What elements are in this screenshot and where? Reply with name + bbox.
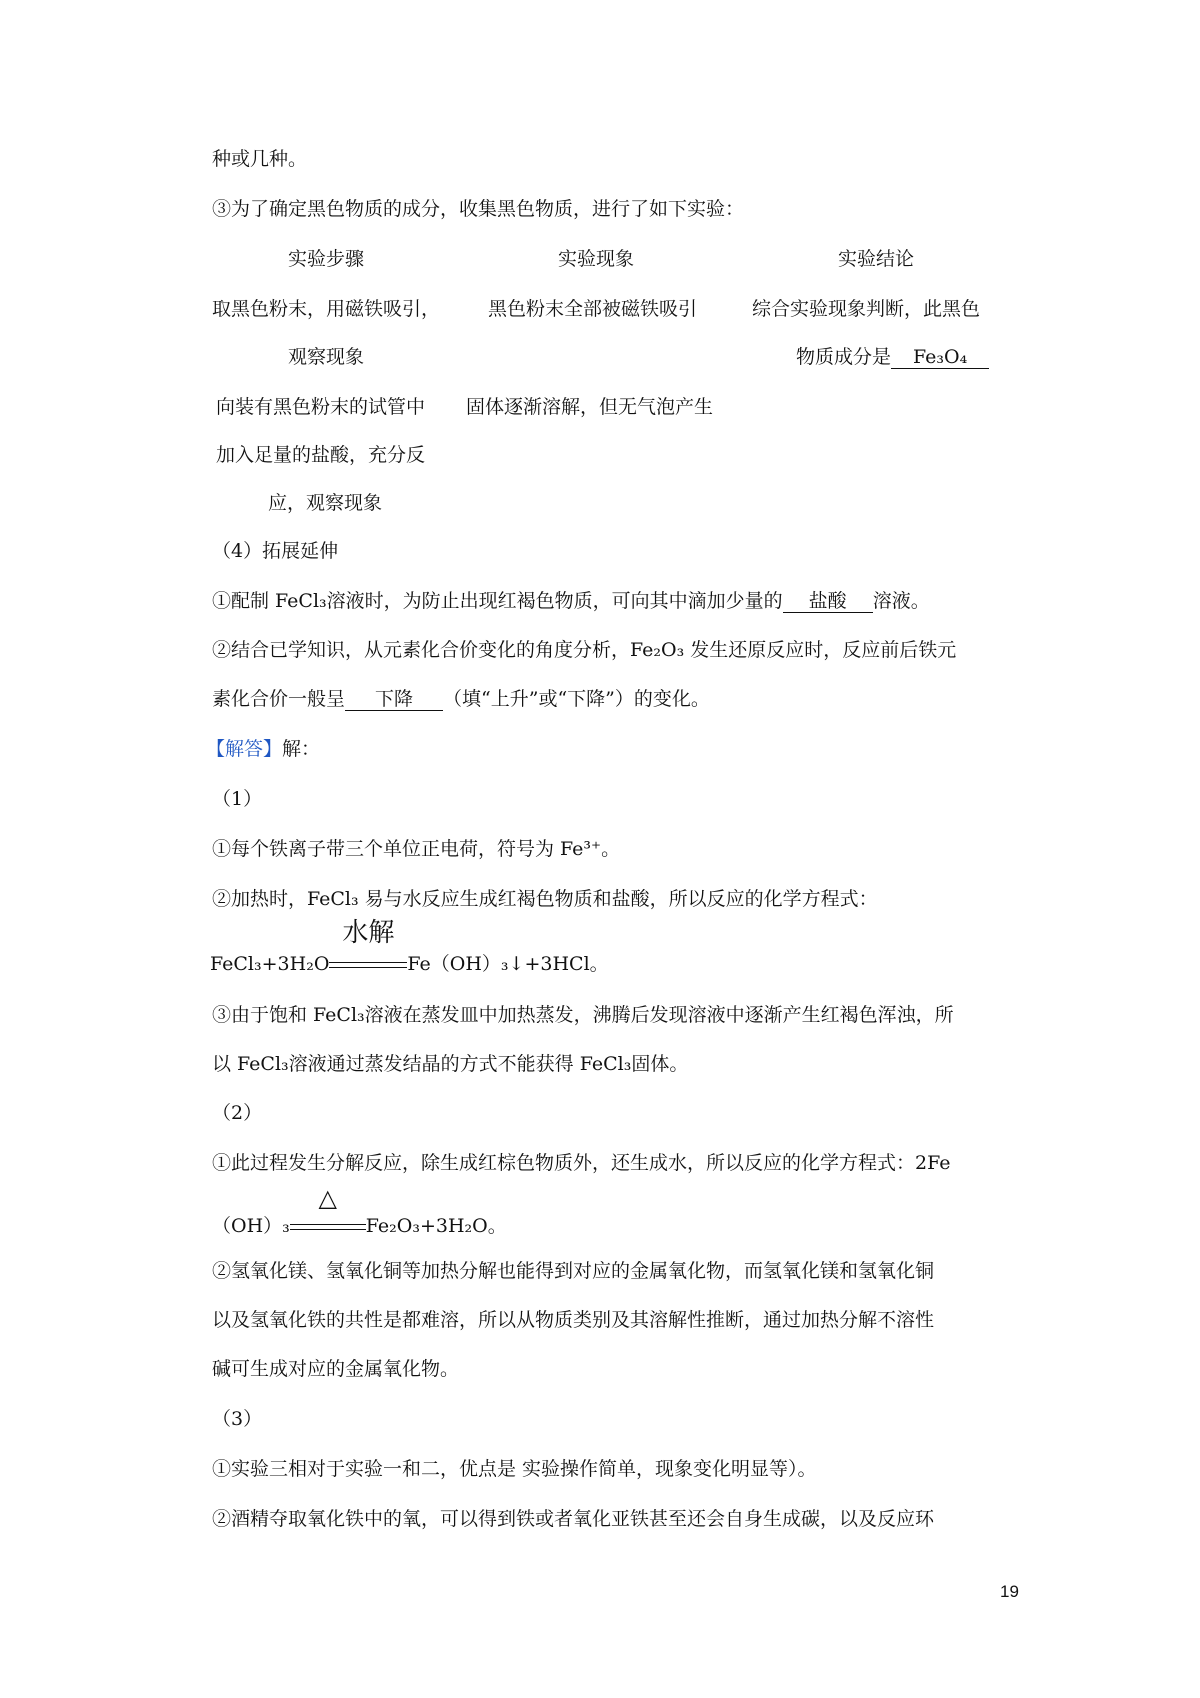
equation-1-right: Fe（OH）₃↓+3HCl。 [407,953,609,975]
q1-text-before: ①配制 FeCl₃溶液时，为防止出现红褐色物质，可向其中滴加少量的 [212,590,783,612]
q2-text-before: 素化合价一般呈 [212,688,346,710]
q2-text-after: （填“上升”或“下降”）的变化。 [443,688,710,710]
conclusion-text: 物质成分是 [796,346,892,368]
section-4-q1 [212,592,930,613]
equation-2-left: （OH）₃ [212,1215,290,1237]
answer-heading [206,740,320,759]
answer-part2-1-line1: ①此过程发生分解反应，除生成红棕色物质外，还生成水，所以反应的化学方程式：2Fe [212,1152,951,1174]
answer-part1-title: （1） [212,788,263,810]
table-row2-step-line2: 加入足量的盐酸，充分反 [216,444,426,466]
answer-part2-2-line2: 以及氢氧化铁的共性是都难溶，所以从物质类别及其溶解性推断，通过加热分解不溶性 [212,1309,935,1331]
answer-label: 【解答】 [206,738,283,760]
equation-1 [210,918,609,975]
q2-answer-blank: 下降 [345,690,443,711]
table-row2-step-line1: 向装有黑色粉末的试管中 [216,396,426,418]
answer-part1-3-line2: 以 FeCl₃溶液通过蒸发结晶的方式不能获得 FeCl₃固体。 [212,1053,689,1075]
intro-line: 种或几种。 [212,148,308,170]
equation-2-right: Fe₂O₃+3H₂O。 [365,1215,507,1237]
answer-part1-1: ①每个铁离子带三个单位正电荷，符号为 Fe³⁺。 [212,838,621,860]
table-row1-phenomenon: 黑色粉末全部被磁铁吸引 [488,298,698,320]
equation-2 [212,1184,507,1237]
question-stem: ③为了确定黑色物质的成分，收集黑色物质，进行了如下实验： [212,198,745,220]
section-4-q2-line2 [212,690,710,711]
equation-1-condition-label: 水解 [342,918,395,948]
table-header-phenomenon: 实验现象 [558,248,635,270]
table-header-conclusion: 实验结论 [838,248,915,270]
answer-part3-2: ②酒精夺取氧化铁中的氧，可以得到铁或者氧化亚铁甚至还会自身生成碳，以及反应环 [212,1508,935,1530]
section-4-title: （4）拓展延伸 [212,540,339,562]
answer-part2-2-line3: 碱可生成对应的金属氧化物。 [212,1358,460,1380]
table-row1-step-line1: 取黑色粉末，用磁铁吸引， [212,298,441,320]
answer-part3-title: （3） [212,1408,263,1430]
section-4-q2-line1: ②结合已学知识，从元素化合价变化的角度分析，Fe₂O₃ 发生还原反应时，反应前后铁元 [212,639,957,661]
q1-answer-blank: 盐酸 [783,592,873,613]
conclusion-answer-blank: Fe₃O₄ [891,348,989,369]
answer-part3-1: ①实验三相对于实验一和二，优点是 实验操作简单，现象变化明显等）。 [212,1458,817,1480]
answer-part2-title: （2） [212,1102,263,1124]
page-number: 19 [1000,1582,1019,1601]
answer-part1-3-line1: ③由于饱和 FeCl₃溶液在蒸发皿中加热蒸发，沸腾后发现溶液中逐渐产生红褐色浑浊，所 [212,1004,954,1026]
equation-2-condition [290,1184,366,1232]
table-header-step: 实验步骤 [288,248,365,270]
equation-1-left: FeCl₃+3H₂O [210,953,330,975]
answer-part1-2: ②加热时，FeCl₃ 易与水反应生成红褐色物质和盐酸，所以反应的化学方程式： [212,888,878,910]
table-conclusion-line2 [796,348,989,369]
table-row2-phenomenon: 固体逐渐溶解，但无气泡产生 [466,396,714,418]
table-row1-step-line2: 观察现象 [288,346,365,368]
q1-text-after: 溶液。 [872,590,930,612]
answer-label-suffix: 解： [282,738,321,760]
table-conclusion-line1: 综合实验现象判断，此黑色 [752,298,981,320]
table-row2-step-line3: 应，观察现象 [268,492,383,514]
equation-2-condition-label: △ [318,1184,337,1212]
answer-part2-2-line1: ②氢氧化镁、氢氧化铜等加热分解也能得到对应的金属氧化物，而氢氧化镁和氢氧化铜 [212,1260,935,1282]
equation-1-condition [329,918,407,970]
